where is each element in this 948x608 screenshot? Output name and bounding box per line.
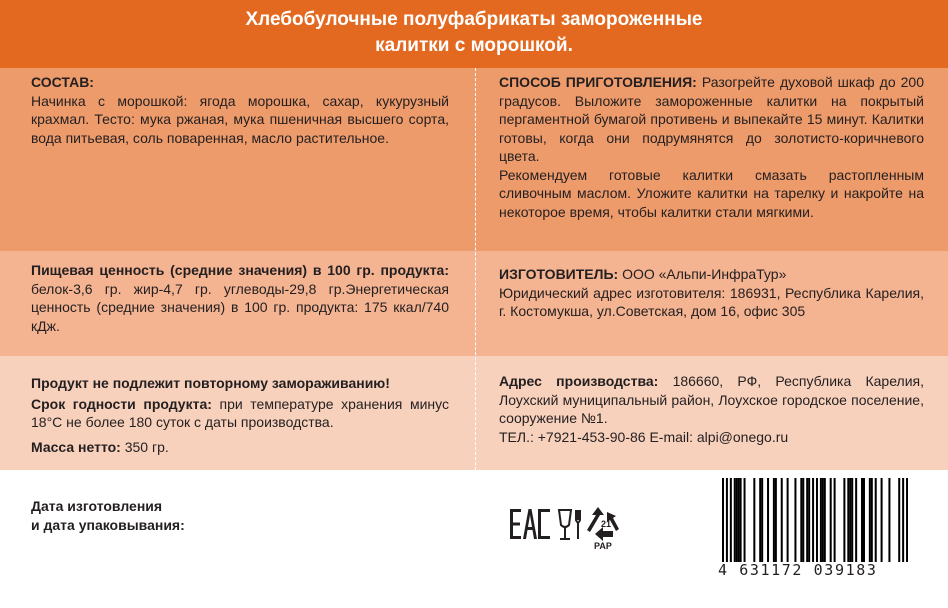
barcode-bar bbox=[806, 478, 808, 562]
product-title-line1: Хлебобулочные полуфабрикаты замороженные bbox=[245, 9, 703, 30]
barcode-bar bbox=[902, 478, 904, 562]
barcode-bar bbox=[881, 478, 883, 562]
eac-mark-icon bbox=[510, 509, 550, 539]
composition-block bbox=[31, 73, 449, 147]
barcode-bar bbox=[761, 478, 763, 562]
barcode-bar bbox=[875, 478, 877, 562]
barcode-bar bbox=[898, 478, 900, 562]
composition-heading: СОСТАВ: bbox=[31, 74, 94, 90]
manufacturer-block bbox=[499, 265, 924, 321]
barcode-bar bbox=[808, 478, 810, 562]
manufacturer-address: Юридический адрес изготовителя: 186931, Республика Карелия, г. Костомукша, ул.Советская, дом 16, офис 305 bbox=[499, 284, 924, 319]
column-divider bbox=[475, 68, 476, 470]
barcode-bar bbox=[744, 478, 746, 562]
date-label-line2: и дата упаковывания: bbox=[31, 517, 185, 533]
barcode-bar bbox=[869, 478, 871, 562]
glass-fork-icon bbox=[559, 510, 580, 539]
production-address-text: 186660, РФ, Республика Карелия, Лоухский муниципальный район, Лоухское городское поселение, сооружение №1. bbox=[499, 373, 924, 426]
product-title-line2: калитки с морошкой. bbox=[375, 35, 573, 56]
net-mass-label: Масса нетто: bbox=[31, 438, 121, 455]
barcode-bar bbox=[822, 478, 824, 562]
nutrition-block bbox=[31, 261, 449, 335]
barcode-bar bbox=[851, 478, 853, 562]
barcode-bar bbox=[849, 478, 851, 562]
nutrition-text: белок-3,6 гр. жир-4,7 гр. углеводы-29,8 гр.Энергетическая ценность (средние значения) в 100 гр. продукта: 175 ккал/740 кДж. bbox=[31, 280, 449, 334]
preparation-heading: СПОСОБ ПРИГОТОВЛЕНИЯ: bbox=[499, 74, 697, 90]
barcode-bar bbox=[855, 478, 857, 562]
production-block bbox=[499, 372, 924, 446]
barcode-bar bbox=[781, 478, 783, 562]
barcode-bar bbox=[726, 478, 728, 562]
barcode-bar bbox=[888, 478, 890, 562]
barcode-bar bbox=[820, 478, 822, 562]
manufacturer-name: ООО «Альпи-ИнфраТур» bbox=[618, 266, 787, 282]
barcode-bar bbox=[722, 478, 724, 562]
barcode-digits: 4 631172 039183 bbox=[718, 561, 878, 579]
barcode-bar bbox=[861, 478, 863, 562]
barcode-bar bbox=[738, 478, 740, 562]
barcode-bar bbox=[812, 478, 814, 562]
preparation-block bbox=[499, 73, 924, 221]
barcode-bar bbox=[736, 478, 738, 562]
preparation-recommendation: Рекомендуем готовые калитки смазать растопленным сливочным маслом. Уложите калитки на тарелку и накройте на некоторое время, чтобы калитки стали мягкими. bbox=[499, 166, 924, 220]
barcode-bar bbox=[794, 478, 796, 562]
barcode-bar bbox=[734, 478, 736, 562]
storage-block bbox=[31, 374, 449, 456]
shelf-life-label: Срок годности продукта: bbox=[31, 395, 212, 412]
date-label bbox=[31, 497, 185, 535]
barcode-bar bbox=[767, 478, 769, 562]
nutrition-heading: Пищевая ценность (средние значения) в 100 гр. продукта: bbox=[31, 262, 449, 278]
barcode-bar bbox=[824, 478, 826, 562]
barcode-bar bbox=[843, 478, 845, 562]
preparation-text: Разогрейте духовой шкаф до 200 градусов. Выложите замороженные калитки на покрытый пергаментной бумагой противень и выпекайте 15 минут. Калитки готовы, когда они подрумянятся до золотисто-коричневого цвета. bbox=[499, 74, 924, 164]
recycle-label: PAP bbox=[594, 541, 612, 551]
barcode-bar bbox=[800, 478, 802, 562]
barcode-bar bbox=[730, 478, 732, 562]
barcode-bar bbox=[830, 478, 832, 562]
recycle-triangle-icon bbox=[587, 507, 619, 551]
barcode-bar bbox=[871, 478, 873, 562]
no-refreeze-warning: Продукт не подлежит повторному замораживанию! bbox=[31, 375, 390, 391]
certification-icons bbox=[510, 503, 640, 551]
composition-text: Начинка с морошкой: ягода морошка, сахар, кукурузный крахмал. Тесто: мука ржаная, мука пшеничная высшего сорта, вода питьевая, соль поваренная, масло растительное. bbox=[31, 92, 449, 146]
barcode-bar bbox=[740, 478, 742, 562]
barcode-bar bbox=[906, 478, 908, 562]
date-label-line1: Дата изготовления bbox=[31, 498, 163, 514]
net-mass-value: 350 гр. bbox=[120, 438, 169, 455]
barcode-bar bbox=[759, 478, 761, 562]
barcode-bar bbox=[753, 478, 755, 562]
barcode-bar bbox=[863, 478, 865, 562]
barcode-bar bbox=[847, 478, 849, 562]
product-title bbox=[0, 0, 948, 68]
barcode-icon bbox=[722, 478, 908, 562]
barcode-bar bbox=[775, 478, 777, 562]
contacts-line: ТЕЛ.: +7921-453-90-86 E-mail: alpi@onego.ru bbox=[499, 428, 789, 445]
barcode-bar bbox=[816, 478, 818, 562]
production-address-label: Адрес производства: bbox=[499, 373, 659, 389]
shelf-life-text: при температуре хранения минус 18°С не более 180 суток с даты производства. bbox=[31, 395, 449, 430]
barcode-bar bbox=[834, 478, 836, 562]
recycle-code: 21 bbox=[601, 519, 612, 529]
manufacturer-heading: ИЗГОТОВИТЕЛЬ: bbox=[499, 266, 619, 282]
barcode-bar bbox=[787, 478, 789, 562]
barcode-bar bbox=[773, 478, 775, 562]
barcode-bar bbox=[802, 478, 804, 562]
